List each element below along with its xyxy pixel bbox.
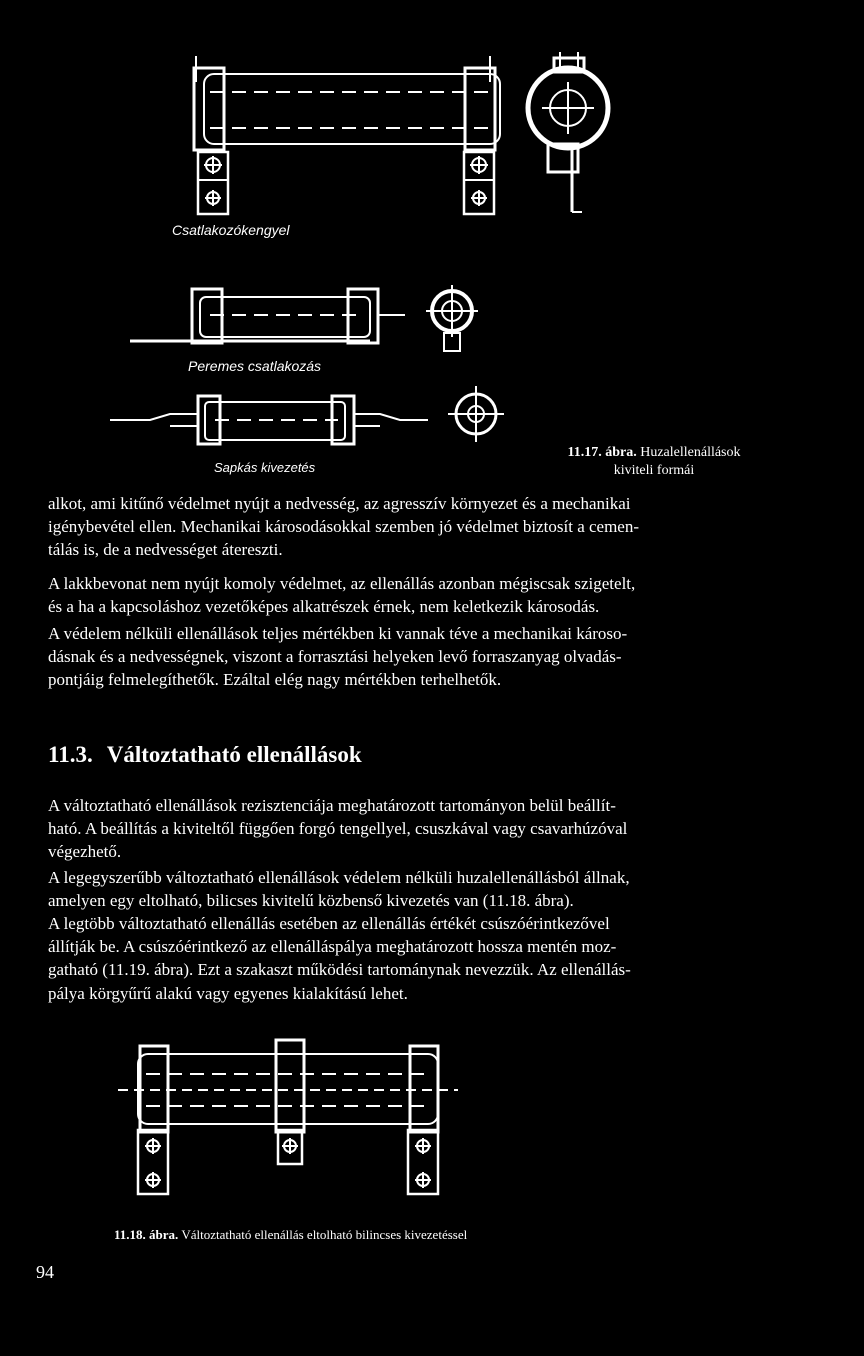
- capped-resistor-drawing: [110, 392, 430, 448]
- label-sapkas-kivezetes: Sapkás kivezetés: [214, 460, 316, 475]
- figure-11-17: [0, 0, 864, 490]
- page-number: 94: [36, 1262, 54, 1282]
- label-peremes-csatlakozas: Peremes csatlakozás: [188, 358, 322, 374]
- text-line: amelyen egy eltolható, bilicses kivitelű közbenső kivezetés van (11.18. ábra).: [48, 891, 574, 911]
- text-line: alkot, ami kitűnő védelmet nyújt a nedvesség, az agresszív környezet és a mechanikai: [48, 494, 631, 513]
- resistor-clamp-drawing: [190, 52, 510, 222]
- paragraph-4: [48, 794, 808, 864]
- text-line: és a ha a kapcsoláshoz vezetőképes alkatrészek érnek, nem keletkezik károsodás.: [48, 597, 600, 617]
- caption-line2: kiviteli formái: [613, 463, 695, 478]
- paragraph-6: [48, 912, 808, 1005]
- text-line: tálás is, de a nedvességet átereszti.: [48, 540, 283, 560]
- text-line: A változtatható ellenállások rezisztenciája meghatározott tartományon belül beállít-: [48, 796, 616, 815]
- figure-11-18-drawing: [118, 1034, 458, 1204]
- text-line: ható. A beállítás a kiviteltől függően forgó tengellyel, csuszkával vagy csavarhúzóval: [48, 819, 628, 839]
- text-line: A védelem nélküli ellenállások teljes mértékben ki vannak téve a mechanikai károso-: [48, 624, 628, 643]
- label-csatlakozokengyel: Csatlakozókengyel: [172, 222, 290, 238]
- section-heading: [48, 742, 362, 768]
- text-line: pontjáig felmelegíthetők. Ezáltal elég nagy mértékben terhelhetők.: [48, 670, 502, 690]
- text-line: A legtöbb változtatható ellenállás esetében az ellenállás értékét csúszóérintkezővel: [48, 914, 610, 933]
- paragraph-3: [48, 622, 808, 692]
- text-line: igénybevétel ellen. Mechanikai károsodásokkal szemben jó védelmet biztosít a cemen-: [48, 517, 640, 537]
- flanged-end-view-drawing: [420, 285, 480, 355]
- paragraph-1: [48, 492, 808, 562]
- section-number: 11.3.: [48, 742, 93, 767]
- text-line: dásnak és a nedvességnek, viszont a forrasztási helyeken levő forraszanyag olvadás-: [48, 647, 622, 667]
- caption-number: 11.18. ábra.: [114, 1227, 179, 1242]
- section-title: Változtatható ellenállások: [106, 742, 362, 767]
- text-line: A legegyszerűbb változtatható ellenállások védelem nélküli huzalellenállásból állnak,: [48, 868, 630, 887]
- text-line: A lakkbevonat nem nyújt komoly védelmet, az ellenállás azonban mégiscsak szigetelt,: [48, 574, 636, 593]
- text-line: állítják be. A csúszóérintkező az ellenálláspálya meghatározott hossza mentén moz-: [48, 937, 617, 957]
- caption-number: 11.17. ábra.: [567, 445, 637, 460]
- caption-line1: Huzalellenállások: [640, 445, 741, 460]
- text-line: pálya körgyűrű alakú vagy egyenes kialakítású lehet.: [48, 983, 408, 1003]
- capped-end-view-drawing: [446, 384, 506, 444]
- figure-11-18-caption: [114, 1226, 467, 1244]
- figure-11-17-caption: [536, 444, 772, 480]
- flanged-resistor-drawing: [130, 285, 410, 345]
- caption-text: Változtatható ellenállás eltolható bilincses kivezetéssel: [181, 1227, 468, 1242]
- clamp-end-view-drawing: [520, 52, 620, 222]
- paragraph-5: [48, 866, 808, 912]
- text-line: gatható (11.19. ábra). Ezt a szakaszt működési tartománynak nevezzük. Az ellenállás-: [48, 960, 631, 980]
- text-line: végezhető.: [48, 842, 122, 862]
- paragraph-2: [48, 572, 808, 618]
